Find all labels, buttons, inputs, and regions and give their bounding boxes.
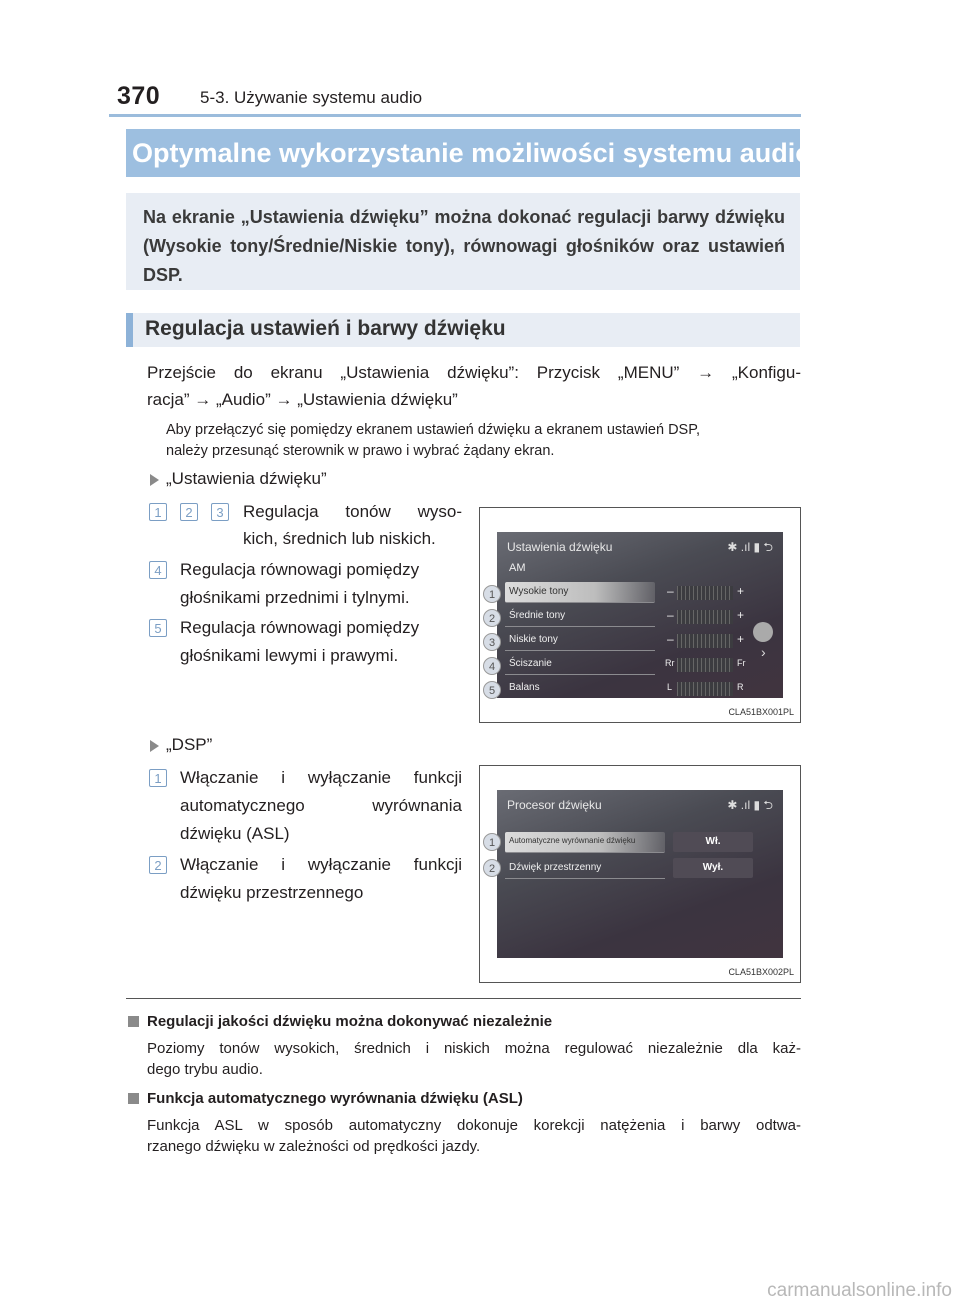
arrow-bullet-icon — [150, 474, 159, 486]
item-text: Regulacja równowagi pomiędzy — [180, 560, 420, 579]
mid-level-bar[interactable] — [677, 610, 733, 624]
fader-bar[interactable] — [677, 658, 733, 672]
item-number: 1 — [149, 503, 167, 521]
page-number: 370 — [117, 82, 161, 110]
note-text: Funkcja ASL w sposób automatyczny dokonuje korekcji natężenia i barwy odtwa- — [147, 1117, 801, 1134]
note-text: rzanego dźwięku w zależności od prędkości jazdy. — [147, 1138, 481, 1155]
row-label: Ściszanie — [509, 658, 552, 669]
row-label: Balans — [509, 682, 540, 693]
row-label: Średnie tony — [509, 610, 566, 621]
nav-note-2: należy przesunąć sterownik w prawo i wybrać żądany ekran. — [166, 443, 555, 459]
status-icons: ✱ .ıl ▮ ⮌ — [727, 540, 773, 554]
row-balance[interactable] — [505, 678, 655, 698]
square-bullet-icon — [128, 1016, 139, 1027]
minus-icon: – — [667, 632, 674, 646]
row-label: Wysokie tony — [509, 586, 569, 597]
arrow-bullet-icon — [150, 740, 159, 752]
balance-bar[interactable] — [677, 682, 733, 696]
note-title: Regulacji jakości dźwięku można dokonywać niezależnie — [147, 1013, 553, 1030]
fader-rear-label: Rr — [665, 658, 675, 668]
audio-source: AM — [509, 562, 526, 574]
treble-level-bar[interactable] — [677, 586, 733, 600]
sound-settings-screenshot — [479, 507, 801, 723]
sound-settings-heading: „Ustawienia dźwięku” — [166, 469, 327, 488]
section-title: 5-3. Używanie systemu audio — [200, 88, 423, 107]
row-label: Dźwięk przestrzenny — [509, 862, 602, 873]
zoom-icon[interactable] — [753, 622, 773, 642]
asl-value[interactable]: Wł. — [673, 832, 753, 852]
row-treble[interactable] — [505, 582, 655, 603]
item-number: 4 — [149, 561, 167, 579]
minus-icon: – — [667, 608, 674, 622]
item-text: dźwięku (ASL) — [180, 824, 290, 843]
item-text: kich, średnich lub niskich. — [243, 529, 436, 548]
page-title: Optymalne wykorzystanie możliwości systemu audio — [132, 138, 812, 168]
row-surround[interactable] — [505, 858, 665, 879]
row-label: Niskie tony — [509, 634, 558, 645]
subtitle: Regulacja ustawień i barwy dźwięku — [145, 317, 506, 340]
balance-left-label: L — [667, 682, 673, 692]
header-rule — [109, 114, 801, 117]
bass-level-bar[interactable] — [677, 634, 733, 648]
row-fader[interactable] — [505, 654, 655, 675]
screen-title: Ustawienia dźwięku — [507, 540, 613, 554]
plus-icon: + — [737, 632, 745, 646]
item-number: 5 — [149, 619, 167, 637]
subtitle-bar — [126, 313, 800, 347]
item-number: 2 — [180, 503, 198, 521]
item-text: Regulacja równowagi pomiędzy — [180, 618, 420, 637]
callout-4: 4 — [483, 657, 501, 675]
subtitle-accent — [126, 313, 133, 347]
balance-right-label: R — [737, 682, 744, 692]
watermark: carmanualsonline.info — [767, 1280, 952, 1301]
image-code: CLA51BX001PL — [728, 707, 794, 717]
minus-icon: – — [667, 584, 674, 598]
item-number: 1 — [149, 769, 167, 787]
dsp-screenshot — [479, 765, 801, 983]
item-text: Włączanie i wyłączanie funkcji — [180, 768, 462, 787]
item-text: automatycznego wyrównania — [180, 796, 462, 815]
note-text: dego trybu audio. — [147, 1061, 263, 1078]
callout-2: 2 — [483, 609, 501, 627]
nav-note-1: Aby przełączyć się pomiędzy ekranem ustawień dźwięku a ekranem ustawień DSP, — [166, 422, 701, 438]
callout-1: 1 — [483, 585, 501, 603]
nav-line-2: racja” → „Audio” → „Ustawienia dźwięku” — [147, 390, 458, 409]
item-number: 2 — [149, 856, 167, 874]
plus-icon: + — [737, 584, 745, 598]
note-text: Poziomy tonów wysokich, średnich i niskich można regulować niezależnie dla każ- — [147, 1040, 801, 1057]
callout-3: 3 — [483, 633, 501, 651]
display-screen — [497, 790, 783, 958]
callout-5: 5 — [483, 681, 501, 699]
item-text: Regulacja tonów wyso- — [243, 502, 462, 521]
item-text: dźwięku przestrzennego — [180, 883, 364, 902]
intro-box — [126, 193, 800, 290]
item-number: 3 — [211, 503, 229, 521]
nav-line-1: Przejście do ekranu „Ustawienia dźwięku”: Przycisk „MENU” → „Konfigu- — [147, 363, 801, 382]
plus-icon: + — [737, 608, 745, 622]
chevron-right-icon[interactable]: › — [761, 644, 766, 660]
callout-1: 1 — [483, 833, 501, 851]
surround-value[interactable]: Wył. — [673, 858, 753, 878]
display-screen — [497, 532, 783, 698]
title-bar — [126, 129, 812, 177]
image-code: CLA51BX002PL — [728, 967, 794, 977]
dsp-heading: „DSP” — [166, 735, 213, 754]
callout-2: 2 — [483, 859, 501, 877]
row-label: Automatyczne wyrównanie dźwięku — [509, 836, 636, 845]
square-bullet-icon — [128, 1093, 139, 1104]
fader-front-label: Fr — [737, 658, 746, 668]
item-text: głośnikami przednimi i tylnymi. — [180, 588, 410, 607]
row-asl[interactable] — [505, 832, 665, 853]
note-title: Funkcja automatycznego wyrównania dźwięku (ASL) — [147, 1090, 523, 1107]
row-bass[interactable] — [505, 630, 655, 651]
status-icons: ✱ .ıl ▮ ⮌ — [727, 798, 773, 812]
intro-text: Na ekranie „Ustawienia dźwięku” można dokonać regulacji barwy dźwięku (Wysokie tony/Średnie/Niskie tony), równowagi głośników oraz ustawień DSP. — [143, 207, 785, 285]
item-text: Włączanie i wyłączanie funkcji — [180, 855, 462, 874]
screen-title: Procesor dźwięku — [507, 798, 602, 812]
item-text: głośnikami lewymi i prawymi. — [180, 646, 399, 665]
row-mid[interactable] — [505, 606, 655, 627]
notes-divider — [126, 998, 801, 999]
